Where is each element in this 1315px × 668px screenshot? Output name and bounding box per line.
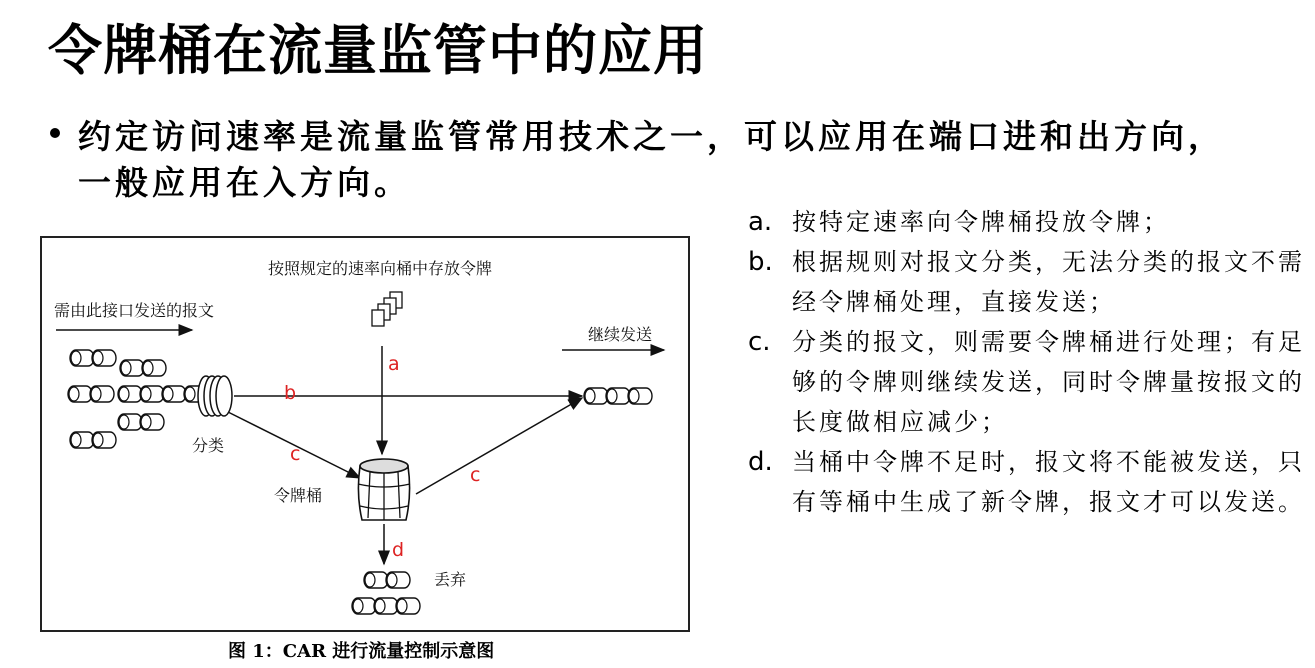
dropped-packets bbox=[352, 572, 420, 614]
drop-label: 丢弃 bbox=[434, 570, 467, 589]
bullet-dot bbox=[50, 128, 60, 138]
car-diagram-svg bbox=[42, 238, 692, 634]
step-b-key: b. bbox=[748, 247, 773, 277]
step-a-text: 按特定速率向令牌桶投放令牌； bbox=[792, 208, 1170, 236]
classify-label: 分类 bbox=[192, 436, 225, 455]
edge-d-label: d bbox=[392, 539, 405, 561]
step-d-key: d. bbox=[748, 447, 773, 477]
edge-a-label: a bbox=[388, 353, 400, 375]
step-a-key: a. bbox=[748, 207, 773, 237]
step-c bbox=[748, 322, 1308, 442]
figure-caption: 图 1：CAR 进行流量控制示意图 bbox=[228, 641, 495, 662]
edge-c1-label: c bbox=[290, 443, 301, 465]
step-c-key: c. bbox=[748, 327, 771, 357]
token-stack-icon bbox=[372, 292, 402, 326]
input-packets-label: 需由此接口发送的报文 bbox=[54, 301, 215, 320]
step-b-text: 根据规则对报文分类，无法分类的报文不需经令牌桶处理，直接发送； bbox=[792, 248, 1305, 316]
page-title: 令牌桶在流量监管中的应用 bbox=[48, 19, 708, 82]
step-d bbox=[748, 442, 1308, 522]
classifier-icon bbox=[198, 376, 232, 416]
incoming-packets bbox=[68, 350, 208, 448]
forwarded-packets bbox=[584, 388, 652, 404]
step-a bbox=[748, 202, 1308, 242]
step-list bbox=[748, 202, 1308, 522]
edge-b-label: b bbox=[284, 382, 297, 404]
step-b bbox=[748, 242, 1308, 322]
bucket-label: 令牌桶 bbox=[274, 486, 323, 505]
token-bucket-icon bbox=[358, 459, 410, 520]
intro-bullet-text: 约定访问速率是流量监管常用技术之一，可以应用在端口进和出方向，一般应用在入方向。 bbox=[78, 117, 1225, 202]
step-d-text: 当桶中令牌不足时，报文将不能被发送，只有等桶中生成了新令牌，报文才可以发送。 bbox=[792, 448, 1305, 516]
continue-send-label: 继续发送 bbox=[588, 325, 653, 344]
edge-c2-label: c bbox=[470, 464, 481, 486]
car-diagram bbox=[40, 236, 690, 632]
arrow-c-out bbox=[416, 398, 582, 494]
step-c-text: 分类的报文，则需要令牌桶进行处理；有足够的令牌则继续发送，同时令牌量按报文的长度做相应减少； bbox=[792, 328, 1305, 436]
token-rate-label: 按照规定的速率向桶中存放令牌 bbox=[268, 259, 493, 278]
